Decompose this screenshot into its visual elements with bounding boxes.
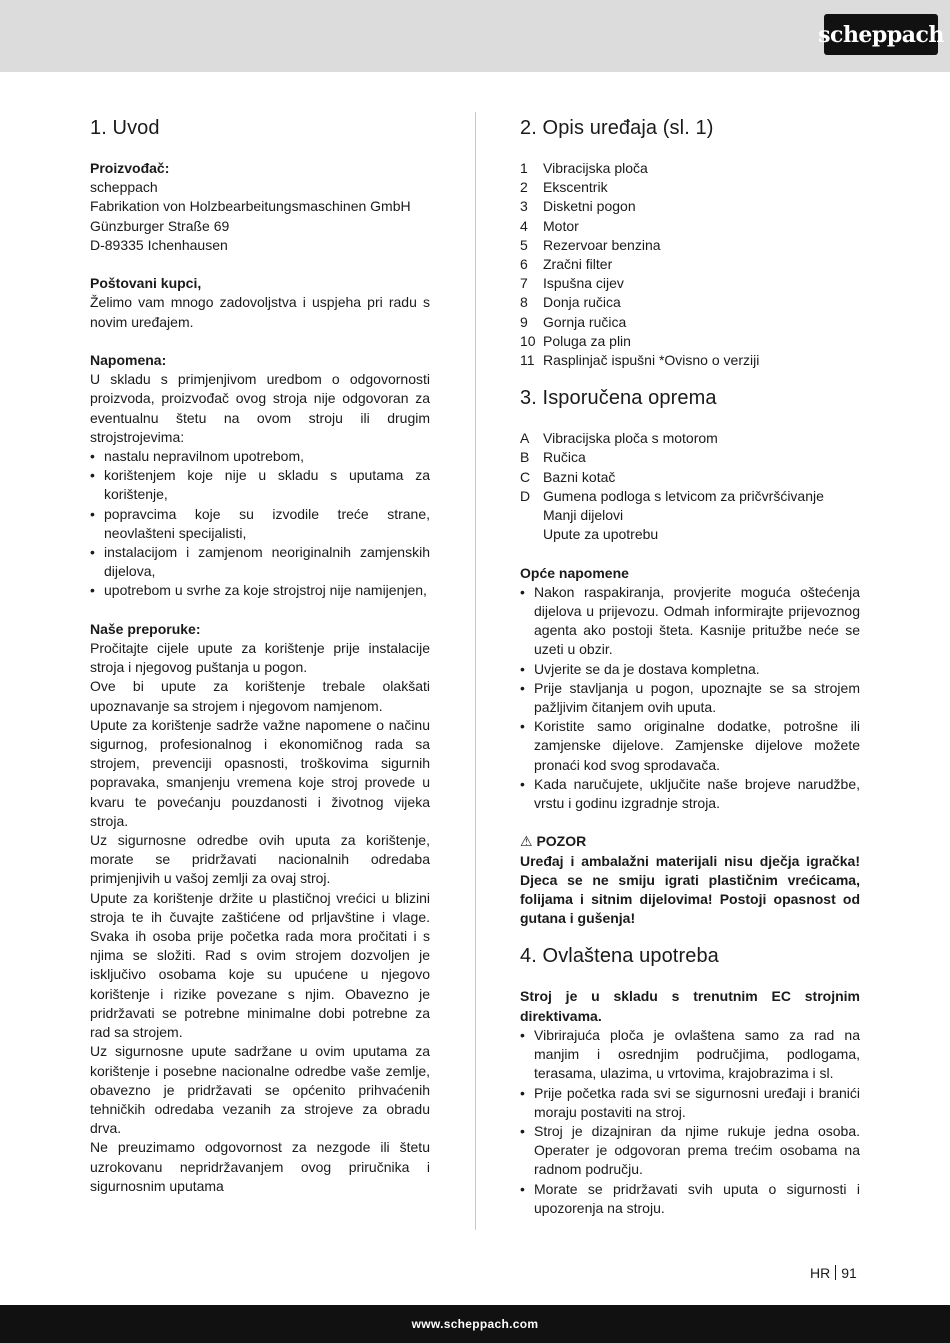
recommendation-paragraph: Pročitajte cijele upute za korištenje prije instalacije stroja i njegovog puštanja u pogon. — [90, 640, 430, 676]
list-item: • korištenjem koje nije u skladu s uputama za korištenje, — [90, 466, 430, 504]
list-item: 10 Poluga za plin — [520, 332, 631, 349]
list-item: D Gumena podloga s letvicom za pričvršćivanje — [520, 487, 824, 504]
list-item: 11 Rasplinjač ispušni *Ovisno o verziji — [520, 352, 760, 369]
list-item: • Uvjerite se da je dostava kompletna. — [520, 660, 860, 679]
manufacturer-label: Proizvođač: — [90, 160, 170, 176]
intended-use-list — [520, 1026, 860, 1218]
section-heading-intro: 1. Uvod — [90, 117, 160, 139]
list-item: 7 Ispušna cijev — [520, 275, 624, 292]
recommendation-paragraph: Upute za korištenje držite u plastičnoj vrećici u blizini stroja te ih čuvajte zaštićene od prljavštine i vlage. Svaka ih osoba prije početka rada mora pročitati i s njima se složiti. Rad s ovim strojem dozvoljen je isključivo osobama koje su upućene u njegovo korištenje i rizike povezane s njim. Obavezno je pridržavati se potrebne minimalne dobi potrebne za rad sa strojem. — [90, 889, 430, 1041]
recommendation-paragraph: Ove bi upute za korištenje trebale olakšati upoznavanje sa strojem i njegovom namjenom. — [90, 678, 430, 714]
list-item: • Nakon raspakiranja, provjerite moguća oštećenja dijelova u prijevozu. Odmah informirajte prijevoznog agenta ako postoji šteta. Kasnije pritužbe neće se uzeti u obzir. — [520, 583, 860, 660]
list-item: 3 Disketni pogon — [520, 198, 636, 215]
list-item: Upute za upotrebu — [543, 526, 659, 543]
list-item: B Ručica — [520, 449, 586, 466]
right-column — [520, 112, 860, 1218]
section-heading-description: 2. Opis uređaja (sl. 1) — [520, 117, 714, 139]
intended-use-intro: Stroj je u skladu s trenutnim EC strojnim direktivama. — [520, 988, 860, 1024]
recommendation-paragraph: Uz sigurnosne odredbe ovih uputa za korištenje, morate se pridržavati nacionalnih odredaba primjenjivih u vašoj zemlji za ovaj stroj. — [90, 832, 430, 887]
page-number — [810, 1265, 857, 1281]
list-item: • Prije stavljanja u pogon, upoznajte se sa strojem pažljivim čitanjem ovih uputa. — [520, 679, 860, 717]
warning-triangle-icon: ⚠ — [520, 833, 533, 850]
recommendation-paragraph: Upute za korištenje sadrže važne napomene o načinu sigurnog, profesionalnog i ekonomičnog rada sa strojem, prevenciji opasnosti, troškovima sigurnih popravaka, smanjenju vremena koje stroj provede u kvaru te povećanju pouzdanosti i životnog vijeka stroja. — [90, 716, 430, 829]
footer-bar — [0, 1305, 950, 1343]
recommendation-paragraph: Uz sigurnosne upute sadržane u ovim uputama za korištenje i posebne nacionalne odredbe vaše zemlje, obavezno je pridržavati se općenito prihvaćenih tehničkih odredaba vezanih za strojeve za obradu drva. — [90, 1043, 430, 1137]
dear-customers-text: Želimo vam mnogo zadovoljstva i uspjeha pri radu s novim uređajem. — [90, 294, 430, 330]
equipment-list — [520, 429, 860, 544]
manufacturer-line: D-89335 Ichenhausen — [90, 236, 228, 253]
list-item: • Koristite samo originalne dodatke, potrošne ili zamjenske dijelove. Zamjenske dijelove možete pronaći kod svog sprodavača. — [520, 717, 860, 775]
manufacturer-line: scheppach — [90, 179, 158, 196]
list-item: 9 Gornja ručica — [520, 313, 627, 330]
language-code: HR — [810, 1265, 831, 1281]
column-divider — [475, 112, 476, 1230]
list-item: Manji dijelovi — [543, 507, 624, 524]
list-item: A Vibracijska ploča s motorom — [520, 430, 718, 447]
general-notes-list — [520, 583, 860, 813]
list-item: • Prije početka rada svi se sigurnosni uređaji i branići moraju postaviti na stroj. — [520, 1084, 860, 1122]
list-item: • upotrebom u svrhe za koje strojstroj nije namijenjen, — [90, 581, 430, 600]
left-column — [90, 112, 430, 1196]
list-item: • nastalu nepravilnom upotrebom, — [90, 447, 430, 466]
list-item: 2 Ekscentrik — [520, 179, 608, 196]
warning-text: Uređaj i ambalažni materijali nisu dječja igračka! Djeca se ne smiju igrati plastičnim vrećicama, folijama i sitnim dijelovima! Postoji opasnost od gutana i gušenja! — [520, 852, 860, 927]
list-item: 6 Zračni filter — [520, 256, 613, 273]
list-item: • Morate se pridržavati svih uputa o sigurnosti i upozorenja na stroju. — [520, 1180, 860, 1218]
list-item: 1 Vibracijska ploča — [520, 160, 648, 176]
note-list — [90, 447, 430, 601]
list-item: • Stroj je dizajniran da njime rukuje jedna osoba. Operater je odgovoran prema trećim osobama na radnom području. — [520, 1122, 860, 1180]
header-bar — [0, 0, 950, 72]
manufacturer-line: Fabrikation von Holzbearbeitungsmaschinen GmbH — [90, 198, 411, 215]
list-item: C Bazni kotač — [520, 468, 616, 485]
manufacturer-line: Günzburger Straße 69 — [90, 217, 230, 234]
website-url: www.scheppach.com — [411, 1317, 539, 1331]
list-item: • popravcima koje su izvodile treće strane, neovlašteni specijalisti, — [90, 505, 430, 543]
scheppach-logo: scheppach — [824, 14, 938, 55]
page-number-value: 91 — [841, 1265, 857, 1281]
warning-label: POZOR — [536, 833, 587, 850]
list-item: 4 Motor — [520, 217, 579, 234]
list-item: 8 Donja ručica — [520, 294, 621, 311]
section-heading-equipment: 3. Isporučena oprema — [520, 387, 717, 410]
list-item: • Kada naručujete, uključite naše brojeve narudžbe, vrstu i godinu izgradnje stroja. — [520, 775, 860, 813]
note-text: U skladu s primjenjivom uredbom o odgovornosti proizvoda, proizvođač ovog stroja nije odgovoran za eventualnu štetu na ovom stroju ili drugim strojstrojevima: — [90, 371, 430, 445]
list-item: • instalacijom i zamjenom neoriginalnih zamjenskih dijelova, — [90, 543, 430, 581]
page-separator — [835, 1265, 836, 1280]
description-list — [520, 159, 860, 370]
recommendations-label: Naše preporuke: — [90, 620, 201, 637]
note-label: Napomena: — [90, 352, 167, 368]
dear-customers-label: Poštovani kupci, — [90, 275, 202, 292]
list-item: • Vibrirajuća ploča je ovlaštena samo za rad na manjim i osrednjim područjima, podlogama, terasama, ulazima, u vrtovima, krajobrazima i sl. — [520, 1026, 860, 1084]
general-notes-label: Opće napomene — [520, 564, 629, 581]
section-heading-intended-use: 4. Ovlaštena upotreba — [520, 945, 719, 968]
recommendation-paragraph: Ne preuzimamo odgovornost za nezgode ili štetu uzrokovanu nepridržavanjem ovog priručnika i sigurnosnim uputama — [90, 1139, 430, 1194]
list-item: 5 Rezervoar benzina — [520, 236, 661, 253]
warning-heading — [520, 832, 860, 851]
